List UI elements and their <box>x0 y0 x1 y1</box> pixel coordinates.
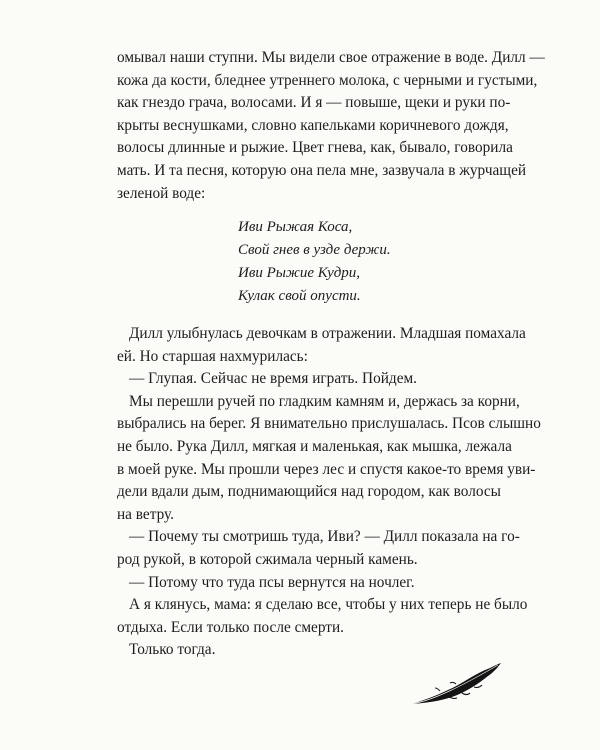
text-line: род рукой, в которой сжимала черный камень. <box>117 550 418 568</box>
paragraph <box>117 391 541 527</box>
text-line: отдыха. Если только после смерти. <box>117 618 344 636</box>
text-line: на ветру. <box>117 505 174 523</box>
paragraph <box>117 594 528 639</box>
text-line: — Потому что туда псы вернутся на ночлег. <box>129 573 415 591</box>
text-line: Только тогда. <box>129 641 216 659</box>
text-line: Мы перешли ручей по гладким камням и, держась за корни, <box>129 392 520 410</box>
prose-bottom <box>117 323 541 662</box>
text-line: ей. Но старшая нахмурилась: <box>117 347 308 365</box>
paragraph <box>117 572 483 595</box>
text-line: в моей руке. Мы прошли через лес и спустя какое-то время уви- <box>117 460 536 478</box>
text-line: как гнездо грача, волосами. И я — повыше, щеки и руки по- <box>117 94 511 112</box>
feather-icon <box>410 660 502 706</box>
paragraph <box>117 323 526 368</box>
text-line: волосы длинные и рыжие. Цвет гнева, как, бывало, говорила <box>117 139 513 157</box>
paragraph <box>117 368 483 391</box>
text-line: Дилл улыбнулась девочкам в отражении. Младшая помахала <box>129 325 526 342</box>
text-line: дели вдали дым, поднимающийся над городом, как волосы <box>117 483 501 501</box>
text-line: А я клянусь, мама: я сделаю все, чтобы у них теперь не было <box>129 596 528 614</box>
poem-line: Свой гнев в узде держи. <box>238 242 391 258</box>
poem-line: Иви Рыжие Кудри, <box>238 265 361 281</box>
paragraph <box>117 639 483 662</box>
text-line: зеленой воде: <box>117 184 206 202</box>
text-line: — Глупая. Сейчас не время играть. Пойдем. <box>129 370 417 388</box>
text-line: кожа да кости, бледнее утреннего молока, с черными и густыми, <box>117 71 538 89</box>
poem-stanza <box>238 216 391 308</box>
poem-line: Иви Рыжая Коса, <box>238 219 353 235</box>
text-line: омывал наши ступни. Мы видели свое отражение в воде. Дилл — <box>117 49 545 66</box>
paragraph-top <box>117 47 545 205</box>
text-line: выбрались на берег. Я внимательно прислушалась. Псов слышно <box>117 415 541 433</box>
poem-line: Кулак свой опусти. <box>238 288 361 304</box>
text-line: крыты веснушками, словно капельками коричневого дождя, <box>117 116 509 134</box>
text-line: не было. Рука Дилл, мягкая и маленькая, как мышка, лежала <box>117 437 512 455</box>
text-line: — Почему ты смотришь туда, Иви? — Дилл показала на го- <box>129 528 520 546</box>
paragraph <box>117 526 520 571</box>
text-line: мать. И та песня, которую она пела мне, зазвучала в журчащей <box>117 161 527 179</box>
